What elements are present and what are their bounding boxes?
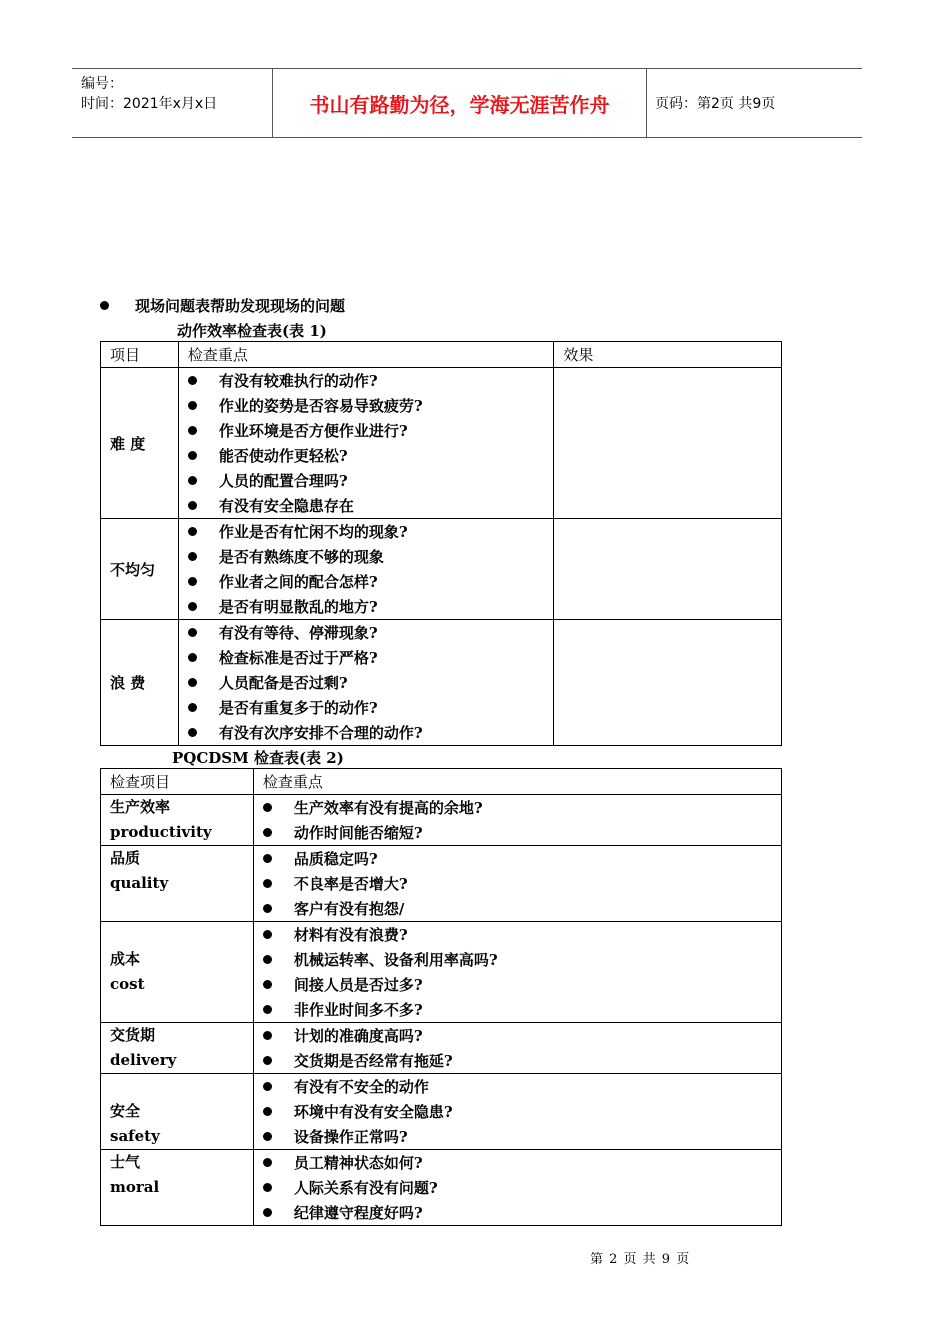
- bullet-icon: [188, 451, 197, 460]
- list-item: [179, 493, 553, 518]
- table2-caption: PQCDSM 检查表(表 2): [172, 749, 344, 767]
- bullet-icon: [263, 803, 272, 812]
- page-footer: 第 2 页 共 9 页: [590, 1252, 691, 1267]
- bullet-icon: [188, 401, 197, 410]
- point-text: 机械运转率、设备利用率高吗?: [293, 951, 498, 969]
- point-text: 能否使动作更轻松?: [218, 447, 348, 465]
- table-row: [101, 1023, 782, 1074]
- point-text: 环境中有没有安全隐患?: [293, 1103, 453, 1121]
- bullet-icon: [188, 527, 197, 536]
- table1: [100, 341, 782, 746]
- point-text: 作业的姿势是否容易导致疲劳?: [218, 397, 423, 415]
- bullet-icon: [263, 1031, 272, 1040]
- item-cn: 品质: [110, 849, 141, 867]
- list-item: [179, 368, 553, 393]
- item-cell: 浪 费: [101, 620, 179, 746]
- bullet-icon: [188, 653, 197, 662]
- points-cell: [253, 1023, 781, 1074]
- point-text: 间接人员是否过多?: [293, 976, 423, 994]
- list-item: [254, 997, 781, 1022]
- table1-header-row: [101, 342, 782, 368]
- table1-header-cell: 检查重点: [178, 342, 553, 368]
- bullet-icon: [188, 376, 197, 385]
- list-item: [254, 1023, 781, 1048]
- point-text: 人员配备是否过剩?: [218, 674, 348, 692]
- table-row: [101, 519, 782, 620]
- bullet-icon: [188, 476, 197, 485]
- point-text: 作业者之间的配合怎样?: [218, 573, 378, 591]
- item-cn: 交货期: [110, 1026, 156, 1044]
- item-cell: [101, 922, 254, 1023]
- list-item: [254, 871, 781, 896]
- table1-header-cell: 项目: [101, 342, 179, 368]
- points-cell: [253, 795, 781, 846]
- point-text: 计划的准确度高吗?: [293, 1027, 423, 1045]
- table-row: [101, 368, 782, 519]
- table-row: [101, 922, 782, 1023]
- list-item: [254, 1099, 781, 1124]
- bullet-icon: [263, 1005, 272, 1014]
- points-cell: [178, 620, 553, 746]
- bullet-icon: [263, 955, 272, 964]
- table-row: [101, 1074, 782, 1150]
- item-en: delivery: [110, 1051, 177, 1069]
- point-text: 作业环境是否方便作业进行?: [218, 422, 408, 440]
- table-row: [101, 620, 782, 746]
- list-item: [254, 1048, 781, 1073]
- bullet-icon: [188, 552, 197, 561]
- list-item: [179, 695, 553, 720]
- table2: [100, 768, 782, 1226]
- table2-header-row: [101, 769, 782, 795]
- item-cell: [101, 795, 254, 846]
- header-page-info: 页码：第2页 共9页: [655, 96, 776, 112]
- list-item: [254, 1124, 781, 1149]
- list-item: [179, 418, 553, 443]
- list-item: [254, 1150, 781, 1175]
- item-cell: [101, 1074, 254, 1150]
- point-text: 生产效率有没有提高的余地?: [293, 799, 483, 817]
- bullet-icon: [263, 1056, 272, 1065]
- intro-line: [100, 295, 345, 316]
- bullet-icon: [263, 828, 272, 837]
- points-cell: [178, 519, 553, 620]
- list-item: [179, 670, 553, 695]
- item-cell: [101, 846, 254, 922]
- list-item: [254, 1200, 781, 1225]
- bullet-icon: [188, 678, 197, 687]
- bullet-icon: [188, 628, 197, 637]
- bullet-icon: [188, 602, 197, 611]
- table2-header-cell: 检查重点: [253, 769, 781, 795]
- item-cn: 成本: [110, 950, 141, 968]
- header-meta: [72, 69, 273, 137]
- list-item: [254, 972, 781, 997]
- bullet-icon: [263, 1107, 272, 1116]
- bullet-icon: [263, 930, 272, 939]
- table1-caption: 动作效率检查表(表 1): [177, 322, 327, 340]
- list-item: [179, 569, 553, 594]
- point-text: 交货期是否经常有拖延?: [293, 1052, 453, 1070]
- points-cell: [178, 368, 553, 519]
- header-motto: 书山有路勤为径，学海无涯苦作舟: [273, 69, 647, 137]
- table-row: [101, 795, 782, 846]
- time-label: 时间：2021年x月x日: [81, 96, 218, 112]
- points-cell: [253, 922, 781, 1023]
- point-text: 不良率是否增大?: [293, 875, 408, 893]
- point-text: 设备操作正常吗?: [293, 1128, 408, 1146]
- bullet-icon: [188, 577, 197, 586]
- table-row: [101, 1150, 782, 1226]
- point-text: 有没有不安全的动作: [293, 1078, 429, 1096]
- item-en: quality: [110, 874, 169, 892]
- bullet-icon: [263, 854, 272, 863]
- point-text: 品质稳定吗?: [293, 850, 378, 868]
- point-text: 非作业时间多不多?: [293, 1001, 423, 1019]
- bullet-icon: [188, 501, 197, 510]
- list-item: [179, 544, 553, 569]
- list-item: [254, 1175, 781, 1200]
- point-text: 人际关系有没有问题?: [293, 1179, 438, 1197]
- point-text: 是否有明显散乱的地方?: [218, 598, 378, 616]
- effect-cell: [554, 620, 782, 746]
- list-item: [254, 795, 781, 820]
- bullet-icon: [263, 1132, 272, 1141]
- point-text: 有没有安全隐患存在: [218, 497, 354, 515]
- intro-text: 现场问题表帮助发现现场的问题: [135, 297, 346, 315]
- point-text: 有没有较难执行的动作?: [218, 372, 378, 390]
- list-item: [254, 846, 781, 871]
- bullet-icon: [263, 879, 272, 888]
- point-text: 是否有重复多于的动作?: [218, 699, 378, 717]
- item-cn: 生产效率: [110, 798, 171, 816]
- list-item: [179, 720, 553, 745]
- points-cell: [253, 1074, 781, 1150]
- list-item: [179, 519, 553, 544]
- bullet-icon: [263, 1082, 272, 1091]
- point-text: 有没有次序安排不合理的动作?: [218, 724, 423, 742]
- bullet-icon: [263, 904, 272, 913]
- item-en: safety: [110, 1127, 160, 1145]
- point-text: 动作时间能否缩短?: [293, 824, 423, 842]
- list-item: [254, 1074, 781, 1099]
- points-cell: [253, 846, 781, 922]
- bullet-icon: [263, 1208, 272, 1217]
- item-cell: 不均匀: [101, 519, 179, 620]
- point-text: 员工精神状态如何?: [293, 1154, 423, 1172]
- effect-cell: [554, 368, 782, 519]
- table2-header-cell: 检查项目: [101, 769, 254, 795]
- list-item: [179, 620, 553, 645]
- item-cn: 士气: [110, 1153, 141, 1171]
- item-en: moral: [110, 1178, 160, 1196]
- list-item: [254, 922, 781, 947]
- item-en: productivity: [110, 823, 212, 841]
- bullet-icon: [188, 703, 197, 712]
- table1-header-cell: 效果: [554, 342, 782, 368]
- item-cell: [101, 1023, 254, 1074]
- item-cn: 安全: [110, 1102, 141, 1120]
- number-label: 编号：: [81, 76, 123, 92]
- point-text: 客户有没有抱怨/: [293, 900, 405, 918]
- list-item: [179, 468, 553, 493]
- point-text: 是否有熟练度不够的现象: [218, 548, 384, 566]
- bullet-icon: [188, 426, 197, 435]
- list-item: [254, 820, 781, 845]
- list-item: [179, 645, 553, 670]
- list-item: [179, 393, 553, 418]
- list-item: [179, 594, 553, 619]
- table-row: [101, 846, 782, 922]
- item-cell: 难 度: [101, 368, 179, 519]
- list-item: [254, 947, 781, 972]
- points-cell: [253, 1150, 781, 1226]
- bullet-icon: [263, 1158, 272, 1167]
- point-text: 纪律遵守程度好吗?: [293, 1204, 423, 1222]
- bullet-icon: [263, 980, 272, 989]
- page-header: [72, 68, 862, 138]
- point-text: 作业是否有忙闲不均的现象?: [218, 523, 408, 541]
- point-text: 人员的配置合理吗?: [218, 472, 348, 490]
- list-item: [254, 896, 781, 921]
- bullet-icon: [188, 728, 197, 737]
- point-text: 材料有没有浪费?: [293, 926, 408, 944]
- item-en: cost: [110, 975, 145, 993]
- bullet-icon: [263, 1183, 272, 1192]
- effect-cell: [554, 519, 782, 620]
- bullet-icon: [100, 301, 109, 310]
- point-text: 有没有等待、停滞现象?: [218, 624, 378, 642]
- point-text: 检查标准是否过于严格?: [218, 649, 378, 667]
- list-item: [179, 443, 553, 468]
- item-cell: [101, 1150, 254, 1226]
